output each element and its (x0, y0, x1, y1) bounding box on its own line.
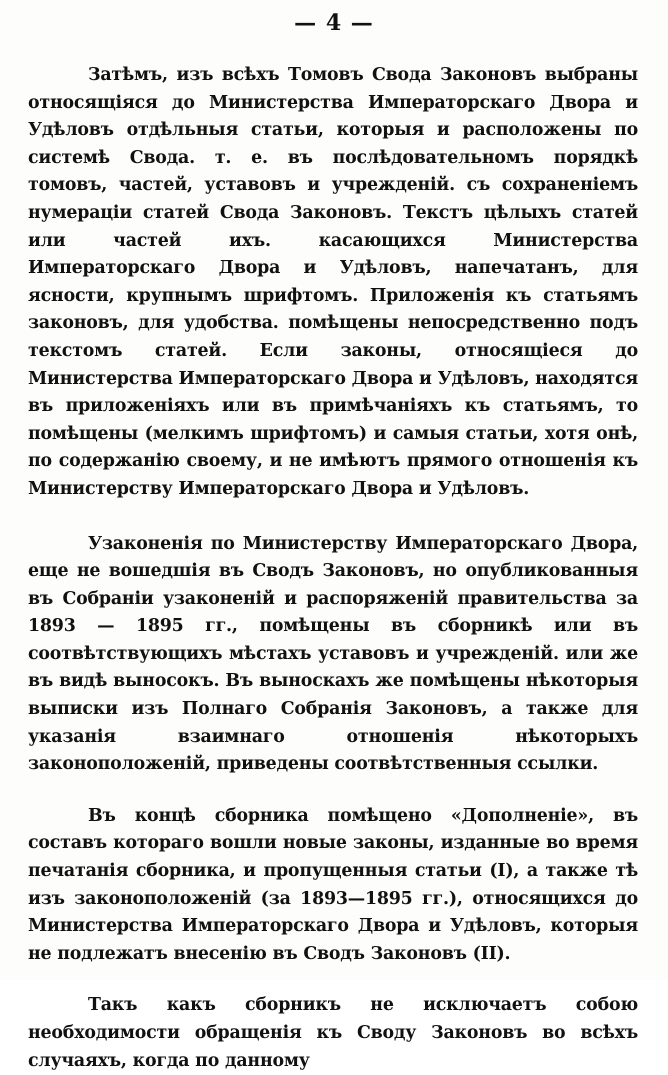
paragraph-3: Въ концѣ сборника помѣщено «Дополненіе», въ составъ котораго вошли новые законы, изданные во время печатанія сборника, и пропущенныя статьи (I), а также тѣ изъ законоположеній (за 1893—1895 гг.), относящихся до Министерства Императорскаго Двора и Удѣловъ, которыя не подлежатъ внесенію въ Сводъ Законовъ (II). (28, 805, 638, 964)
body-text (28, 62, 638, 1075)
paragraph-1: Затѣмъ, изъ всѣхъ Томовъ Свода Законовъ выбраны относящіяся до Министерства Императорскаго Двора и Удѣловъ отдѣльныя статьи, которыя и расположены по системѣ Свода. т. е. въ послѣдовательномъ порядкѣ томовъ, частей, уставовъ и учрежденій. съ сохраненіемъ нумераціи статей Свода Законовъ. Текстъ цѣлыхъ статей или частей ихъ. касающихся Министерства Императорскаго Двора и Удѣловъ, напечатанъ, для ясности, крупнымъ шрифтомъ. Приложенія къ статьямъ законовъ, для удобства. помѣщены непосредственно подъ текстомъ статей. Если законы, относящіеся до Министерства Императорскаго Двора и Удѣловъ, находятся въ приложеніяхъ или въ примѣчаніяхъ къ статьямъ, то помѣщены (мелкимъ шрифтомъ) и самыя статьи, хотя онѣ, по содержанію своему, и не имѣютъ прямого отношенія къ Министерству Императорскаго Двора и Удѣловъ. (28, 65, 638, 499)
paragraph-2: Узаконенія по Министерству Императорскаго Двора, еще не вошедшія въ Сводъ Законовъ, но опубликованныя въ Собраніи узаконеній и распоряженій правительства за 1893 — 1895 гг., помѣщены въ сборникѣ или въ соотвѣтствующихъ мѣстахъ уставовъ и учрежденій. или же въ видѣ выносокъ. Въ выноскахъ же помѣщены нѣкоторыя выписки изъ Полнаго Собранія Законовъ, а также для указанія взаимнаго отношенія нѣкоторыхъ законоположеній, приведены соотвѣтственныя ссылки. (28, 533, 638, 775)
page-number: — 4 — (294, 10, 374, 36)
paragraph-4: Такъ какъ сборникъ не исключаетъ собою необходимости обращенія къ Своду Законовъ во всѣхъ случаяхъ, когда по данному (28, 995, 638, 1071)
